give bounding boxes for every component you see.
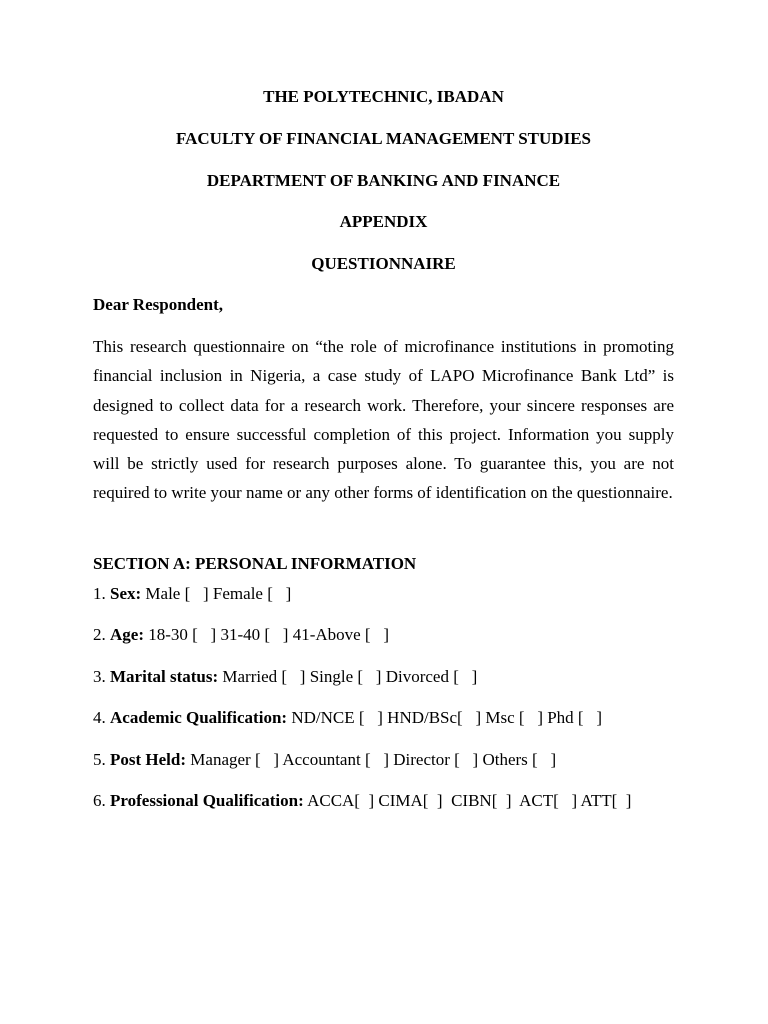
institution-heading: THE POLYTECHNIC, IBADAN <box>263 87 504 106</box>
salutation: Dear Respondent, <box>93 295 224 314</box>
question-number: 4. <box>93 708 110 727</box>
question-options: 18-30 [ ] 31-40 [ ] 41-Above [ ] <box>143 625 390 644</box>
question-label: Post Held: <box>110 750 187 769</box>
department-heading: DEPARTMENT OF BANKING AND FINANCE <box>206 171 561 190</box>
question-label: Professional Qualification: <box>110 791 304 810</box>
question-label: Age: <box>110 625 144 644</box>
question-options: Married [ ] Single [ ] Divorced [ ] <box>218 667 478 686</box>
question-number: 5. <box>93 750 110 769</box>
appendix-heading: APPENDIX <box>339 212 428 231</box>
document-page <box>93 0 674 1024</box>
question-number: 1. <box>93 584 110 603</box>
question-sex <box>93 584 291 604</box>
question-number: 2. <box>93 625 110 644</box>
question-age <box>93 625 389 645</box>
intro-paragraph: This research questionnaire on “the role of microfinance institutions in promoting financial inclusion in Nigeria, a case study of LAPO Microfinance Bank Ltd” is designed to collect data for a research work. Therefore, your sincere responses are requested to ensure successful completion of this project. Information you supply will be strictly used for research purposes alone. To guarantee this, you are not required to write your name or any other forms of identification on the questionnaire. <box>93 337 674 503</box>
question-label: Sex: <box>110 584 142 603</box>
question-academic-qualification <box>93 708 602 728</box>
questionnaire-heading: QUESTIONNAIRE <box>311 254 456 273</box>
question-label: Marital status: <box>110 667 219 686</box>
question-marital-status <box>93 667 477 687</box>
question-options: Male [ ] Female [ ] <box>141 584 292 603</box>
question-post-held <box>93 750 556 770</box>
question-professional-qualification <box>93 791 631 811</box>
question-options: ACCA[ ] CIMA[ ] CIBN[ ] ACT[ ] ATT[ ] <box>303 791 632 810</box>
question-options: Manager [ ] Accountant [ ] Director [ ] Others [ ] <box>186 750 557 769</box>
question-number: 3. <box>93 667 110 686</box>
question-options: ND/NCE [ ] HND/BSc[ ] Msc [ ] Phd [ ] <box>287 708 603 727</box>
question-number: 6. <box>93 791 110 810</box>
faculty-heading: FACULTY OF FINANCIAL MANAGEMENT STUDIES <box>176 129 591 148</box>
question-label: Academic Qualification: <box>110 708 288 727</box>
section-a-title: SECTION A: PERSONAL INFORMATION <box>93 554 417 573</box>
